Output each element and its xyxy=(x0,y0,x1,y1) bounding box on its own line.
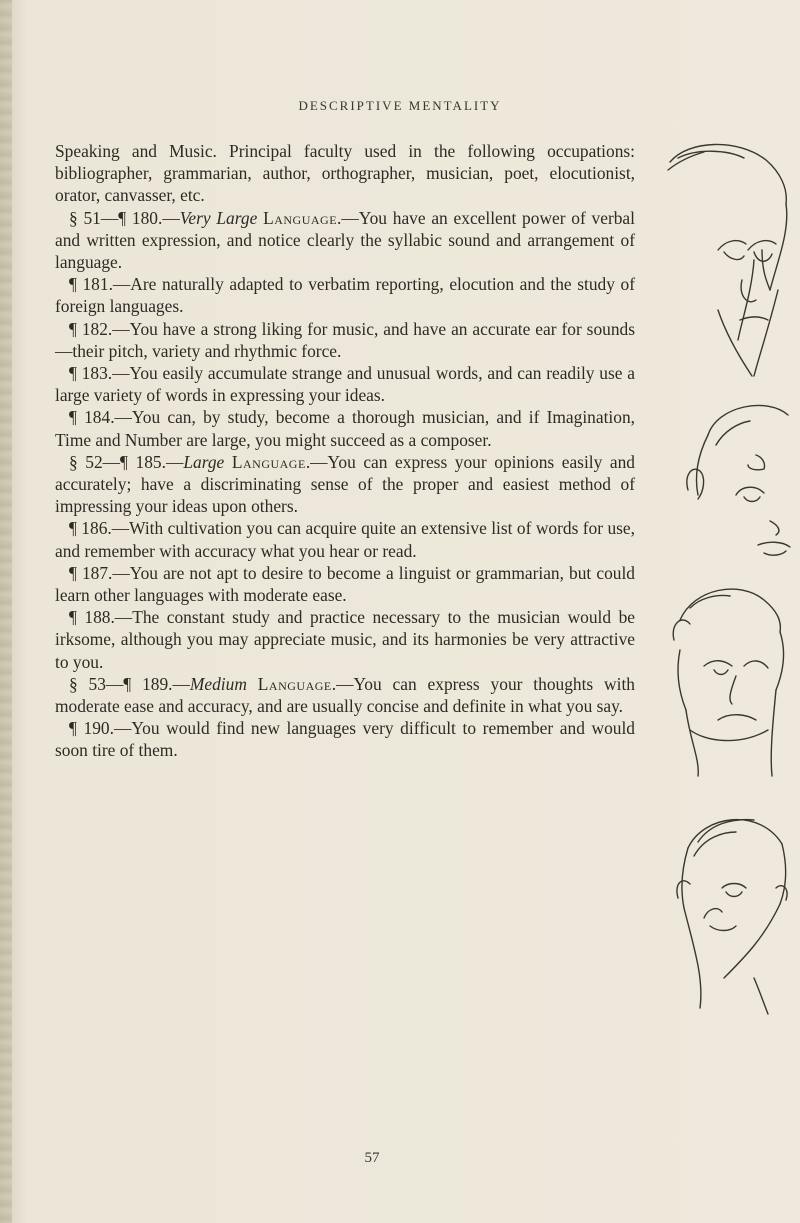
paragraph: § 53—¶ 189.—Medium Language.—You can express your thoughts with moderate ease and accuracy, and are usually concise and definite in what you say. xyxy=(55,673,635,717)
paragraph: ¶ 182.—You have a strong liking for music, and have an accurate ear for sounds—their pitch, variety and rhythmic force. xyxy=(55,318,635,361)
paragraph: § 51—¶ 180.—Very Large Language.—You have an excellent power of verbal and written expression, and notice clearly the syllabic sound and arrangement of language. xyxy=(55,207,635,273)
head-illustration-large-2 xyxy=(660,580,790,780)
paragraph: ¶ 190.—You would find new languages very difficult to remember and would soon tire of them. xyxy=(55,718,635,761)
paragraph: ¶ 183.—You easily accumulate strange and unusual words, and can readily use a large variety of words in expressing your ideas. xyxy=(55,363,635,406)
head-illustration-large xyxy=(678,395,798,565)
paragraph: ¶ 187.—You are not apt to desire to become a linguist or grammarian, but could learn other languages with moderate ease. xyxy=(55,562,635,606)
paragraph: ¶ 181.—Are naturally adapted to verbatim reporting, elocution and the study of foreign languages. xyxy=(55,274,635,317)
paragraph: Speaking and Music. Principal faculty used in the following occupations: bibliographer, grammarian, author, orthographer, musician, poet, elocutionist, orator, canvasser, etc. xyxy=(55,141,635,206)
paragraph: ¶ 184.—You can, by study, become a thorough musician, and if Imagination, Time and Number are large, you might succeed as a composer. xyxy=(55,407,635,450)
body-text xyxy=(55,140,635,762)
page-number: 57 xyxy=(364,1150,380,1166)
running-head: DESCRIPTIVE MENTALITY xyxy=(298,98,502,113)
head-illustration-medium xyxy=(664,808,794,1018)
paragraph: ¶ 186.—With cultivation you can acquire quite an extensive list of words for use, and remember with accuracy what you hear or read. xyxy=(55,518,635,561)
page-gutter xyxy=(0,0,12,1223)
paragraph: ¶ 188.—The constant study and practice necessary to the musician would be irksome, although you may appreciate music, and its harmonies be very attractive to you. xyxy=(55,607,635,672)
paragraph: § 52—¶ 185.—Large Language.—You can express your opinions easily and accurately; have a discriminating sense of the proper and easiest method of impressing your ideas upon others. xyxy=(55,451,635,517)
head-illustration-very-large xyxy=(658,140,798,380)
